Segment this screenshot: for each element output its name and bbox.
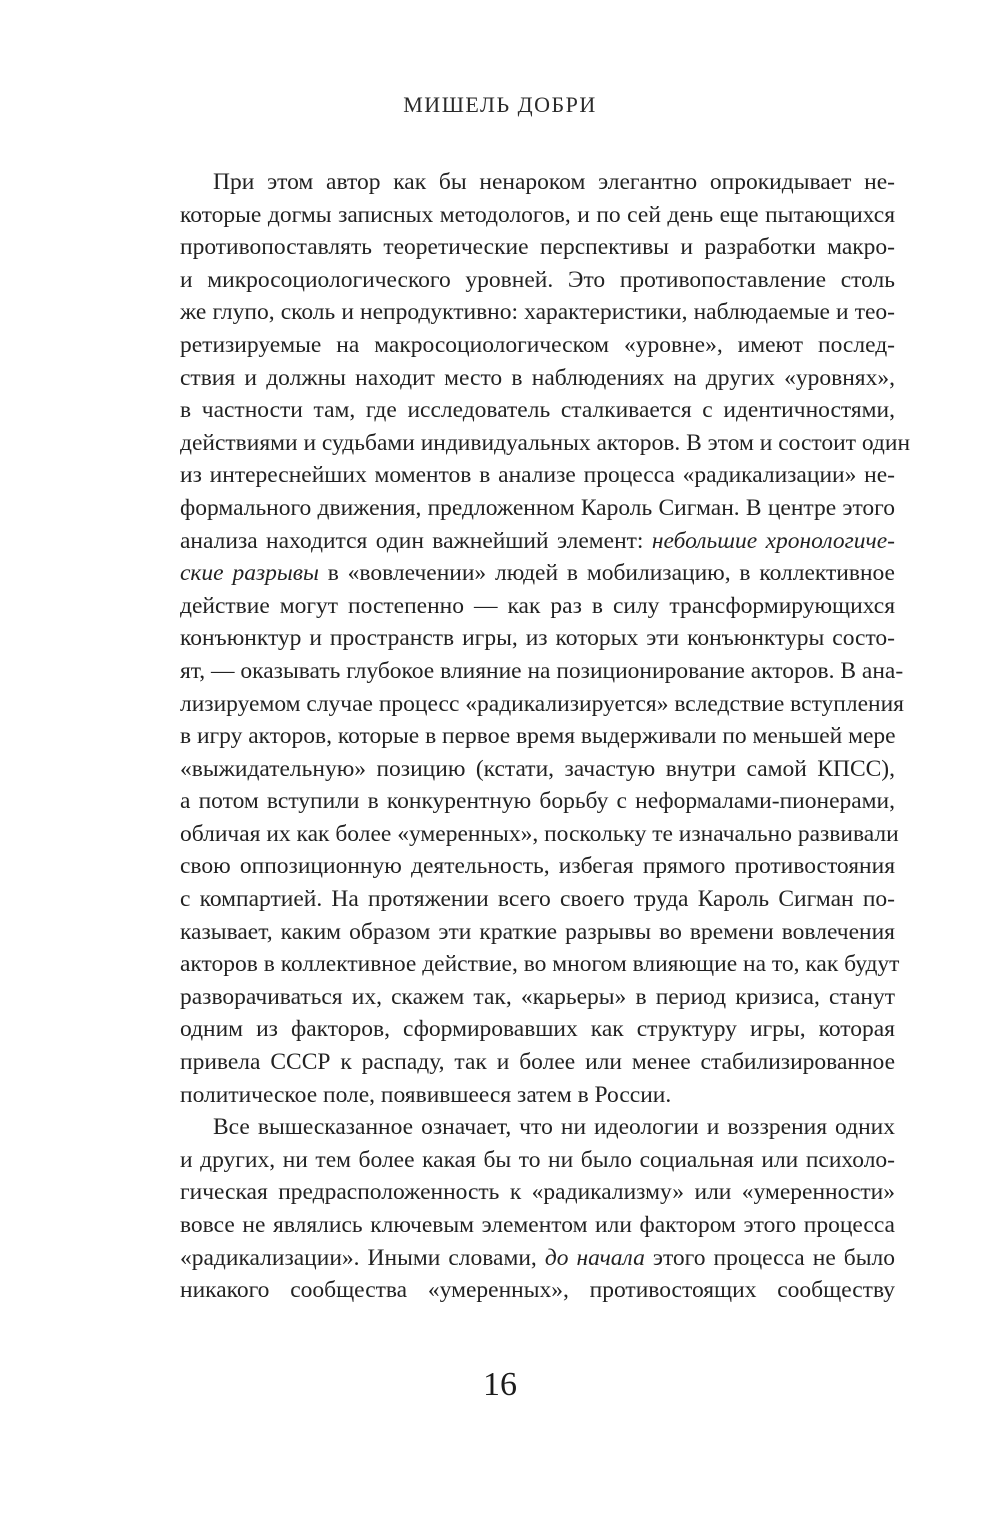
text-segment: а потом вступили в конкурентную борьбу с неформалами-пионерами, xyxy=(180,788,895,815)
text-segment: действиями и судьбами индивидуальных акторов. В этом и состоит один xyxy=(180,429,911,456)
text-segment: конъюнктур и пространств игры, из которых эти конъюнктуры состо- xyxy=(180,625,895,652)
text-line xyxy=(180,1209,895,1242)
text-segment: акторов в коллективное действие, во многом влияющие на то, как будут xyxy=(180,951,900,978)
text-segment: Все вышесказанное означает, что ни идеологии и воззрения одних xyxy=(213,1114,895,1141)
text-segment: же глупо, сколь и непродуктивно: характеристики, наблюдаемые и тео- xyxy=(180,299,895,326)
text-segment: привела СССР к распаду, так и более или менее стабилизированное xyxy=(180,1049,895,1076)
text-line xyxy=(180,231,895,264)
text-segment: никакого сообщества «умеренных», противостоящих сообществу xyxy=(180,1277,895,1304)
text-line xyxy=(180,1111,895,1144)
text-segment: «выжидательную» позицию (кстати, зачастую внутри самой КПСС), xyxy=(180,755,895,782)
body-text xyxy=(180,166,911,1307)
text-segment: и других, ни тем более какая бы то ни было социальная или психоло- xyxy=(180,1146,895,1173)
text-line xyxy=(180,622,895,655)
text-line xyxy=(180,264,895,297)
text-line xyxy=(180,1242,895,1275)
text-segment: лизируемом случае процесс «радикализируется» вследствие вступления xyxy=(180,690,904,717)
text-line xyxy=(180,948,900,981)
running-head: МИШЕЛЬ ДОБРИ xyxy=(403,92,597,117)
text-line xyxy=(180,850,895,883)
text-line xyxy=(180,459,895,492)
text-line xyxy=(180,1144,895,1177)
text-line xyxy=(180,655,904,688)
italic-text-segment: небольшие хронологиче- xyxy=(651,527,895,554)
text-line xyxy=(180,590,895,623)
text-line xyxy=(180,362,895,395)
italic-text-segment: до начала xyxy=(544,1244,645,1271)
text-line xyxy=(180,688,904,721)
text-segment: ретизируемые на макросоциологическом «уровне», имеют послед- xyxy=(180,331,895,358)
text-line xyxy=(180,329,895,362)
text-line xyxy=(180,720,895,753)
text-segment: разворачиваться их, скажем так, «карьеры» в период кризиса, станут xyxy=(180,983,895,1010)
text-line xyxy=(180,492,895,525)
text-segment: формального движения, предложенном Кароль Сигман. В центре этого xyxy=(180,494,895,521)
text-line xyxy=(180,785,895,818)
text-segment: При этом автор как бы ненароком элегантно опрокидывает не- xyxy=(213,169,895,195)
text-segment: свою оппозиционную деятельность, избегая прямого противостояния xyxy=(180,853,895,880)
text-line xyxy=(180,394,895,427)
text-line xyxy=(180,1013,895,1046)
text-segment: и микросоциологического уровней. Это противопоставление столь xyxy=(180,266,895,293)
text-segment: с компартией. На протяжении всего своего труда Кароль Сигман по- xyxy=(180,886,895,913)
text-segment: анализа находится один важнейший элемент: xyxy=(180,527,652,554)
text-segment: этого процесса не было xyxy=(644,1244,896,1271)
text-segment: которые догмы записных методологов, и по сей день еще пытающихся xyxy=(180,201,895,228)
text-line xyxy=(180,916,895,949)
text-segment: в игру акторов, которые в первое время выдерживали по меньшей мере xyxy=(180,723,896,750)
text-line xyxy=(180,166,895,199)
text-line xyxy=(180,525,895,558)
text-segment: противопоставлять теоретические перспективы и разработки макро- xyxy=(180,234,895,261)
text-line xyxy=(180,1046,895,1079)
text-line xyxy=(180,557,895,590)
page-number: 16 xyxy=(483,1366,517,1403)
text-line xyxy=(180,753,895,786)
text-segment: политическое поле, появившееся затем в России. xyxy=(180,1081,672,1108)
text-segment: ят, — оказывать глубокое влияние на позиционирование акторов. В ана- xyxy=(180,657,904,684)
text-line xyxy=(180,1079,895,1112)
text-line xyxy=(180,883,895,916)
text-segment: в частности там, где исследователь сталкивается с идентичностями, xyxy=(180,397,895,424)
text-line xyxy=(180,199,895,232)
text-segment: «радикализации». Иными словами, xyxy=(180,1244,545,1271)
text-line xyxy=(180,1176,895,1209)
text-segment: из интереснейших моментов в анализе процесса «радикализации» не- xyxy=(180,462,895,489)
text-segment: казывает, каким образом эти краткие разрывы во времени вовлечения xyxy=(180,918,895,945)
italic-text-segment: ские разрывы xyxy=(180,560,319,587)
text-line xyxy=(180,427,911,460)
text-line xyxy=(180,296,895,329)
text-segment: действие могут постепенно — как раз в силу трансформирующихся xyxy=(180,592,895,619)
text-segment: в «вовлечении» людей в мобилизацию, в коллективное xyxy=(318,560,895,587)
text-line xyxy=(180,1274,895,1307)
text-segment: вовсе не являлись ключевым элементом или фактором этого процесса xyxy=(180,1212,895,1238)
text-segment: ствия и должны находит место в наблюдениях на других «уровнях», xyxy=(180,364,895,391)
text-segment: гическая предрасположенность к «радикализму» или «умеренности» xyxy=(180,1179,895,1206)
text-segment: обличая их как более «умеренных», поскольку те изначально развивали xyxy=(180,820,899,847)
text-line xyxy=(180,818,899,851)
text-segment: одним из факторов, сформировавших как структуру игры, которая xyxy=(180,1016,895,1043)
text-line xyxy=(180,981,895,1014)
